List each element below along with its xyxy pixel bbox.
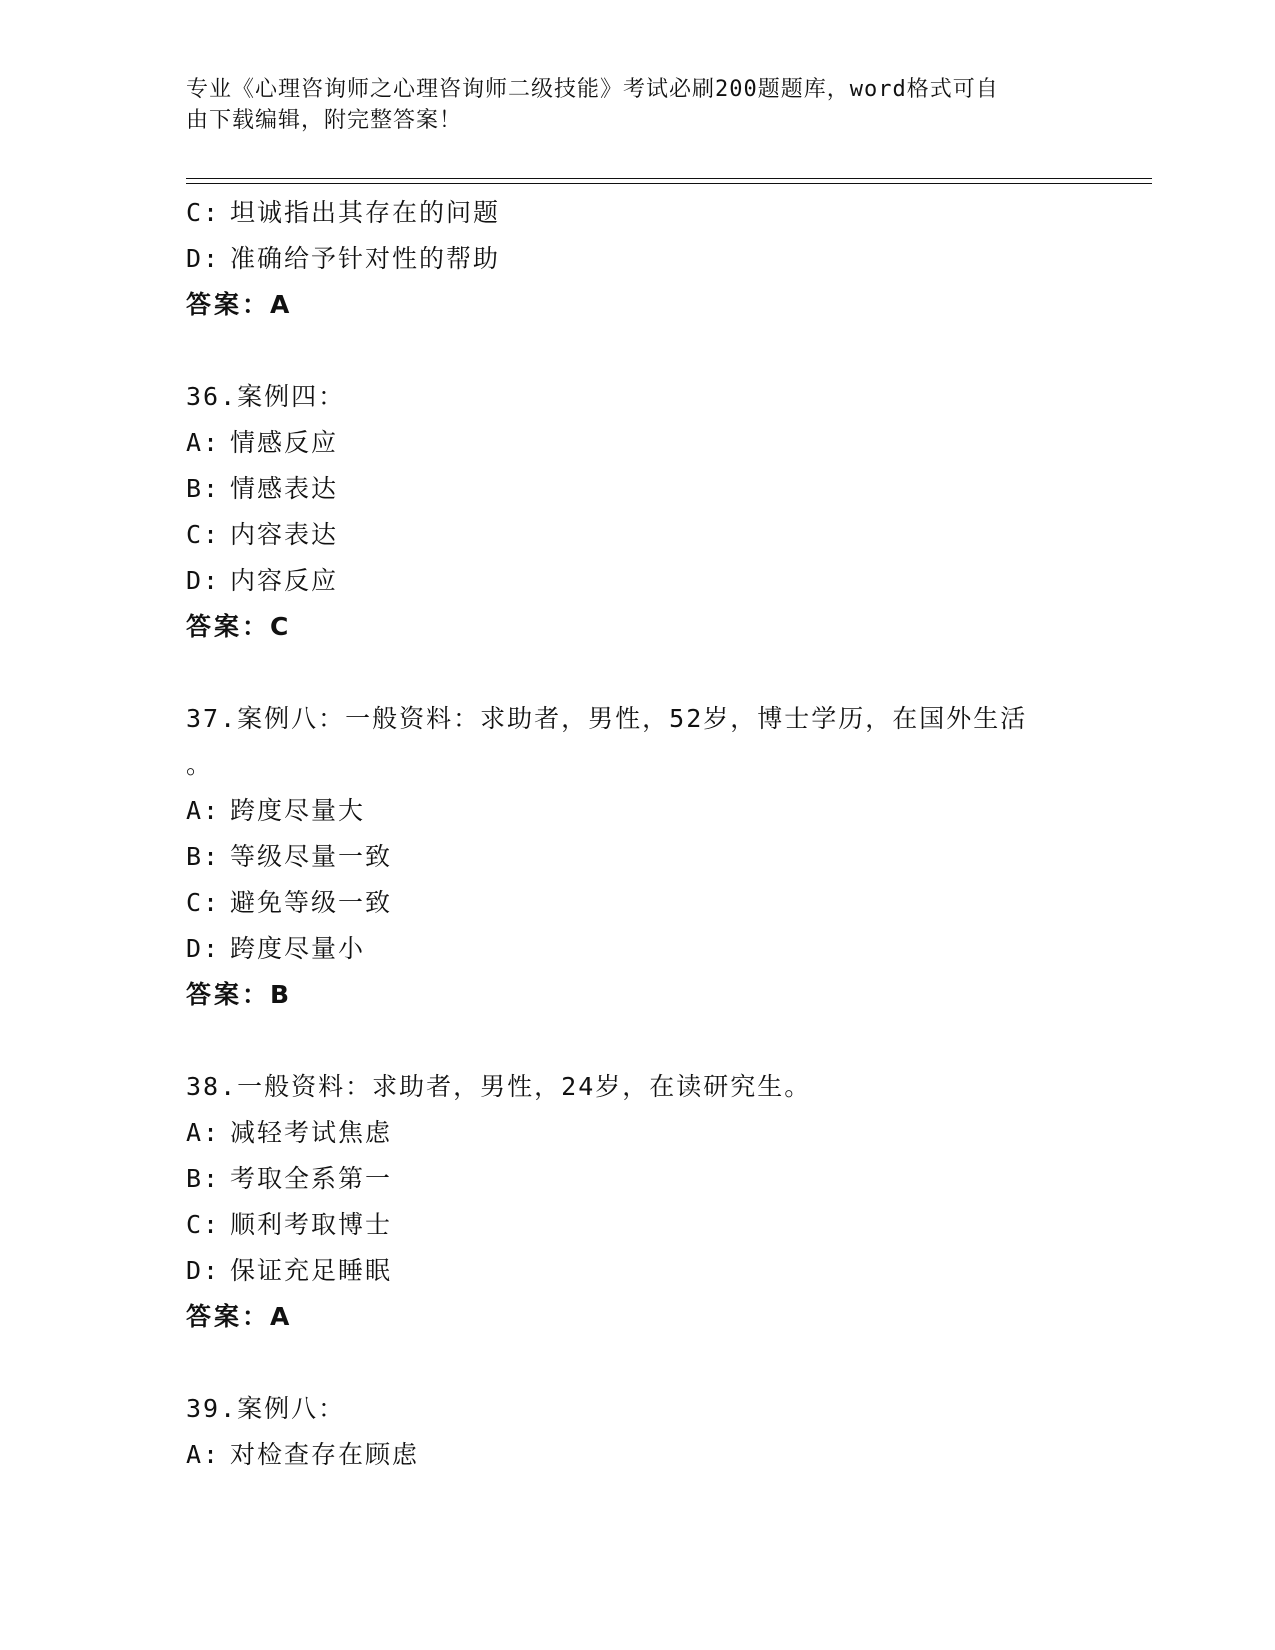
option-letter: B:: [186, 474, 221, 503]
option-letter: A:: [186, 1118, 221, 1147]
option-letter: C:: [186, 198, 221, 227]
option-text: 内容反应: [230, 566, 339, 595]
spacer: [186, 328, 1086, 374]
option-text: 坦诚指出其存在的问题: [230, 198, 501, 227]
option-letter: D:: [186, 566, 221, 595]
header-divider-top: [186, 178, 1152, 179]
answer-line: 答案：A: [186, 1302, 293, 1331]
document-header: [186, 74, 1066, 136]
answer-line: 答案：B: [186, 980, 293, 1009]
option-letter: D:: [186, 244, 221, 273]
option-letter: C:: [186, 520, 221, 549]
option-text: 等级尽量一致: [230, 842, 393, 871]
option-b: [186, 466, 1086, 512]
option-text: 情感反应: [230, 428, 339, 457]
spacer: [186, 1340, 1086, 1386]
answer-line: 答案：A: [186, 290, 293, 319]
option-b: [186, 1156, 1086, 1202]
option-d: [186, 236, 1086, 282]
option-d: [186, 558, 1086, 604]
option-text: 避免等级一致: [230, 888, 393, 917]
spacer: [186, 650, 1086, 696]
option-c: [186, 1202, 1086, 1248]
question-stem-38: 38.一般资料：求助者，男性，24岁，在读研究生。: [186, 1072, 812, 1101]
option-c: [186, 880, 1086, 926]
option-letter: A:: [186, 796, 221, 825]
header-divider-bottom: [186, 183, 1152, 184]
option-text: 情感表达: [230, 474, 339, 503]
option-text: 内容表达: [230, 520, 339, 549]
option-text: 跨度尽量大: [230, 796, 366, 825]
option-text: 考取全系第一: [230, 1164, 393, 1193]
option-b: [186, 834, 1086, 880]
option-c: [186, 190, 1086, 236]
option-text: 准确给予针对性的帮助: [230, 244, 501, 273]
question-stem-36: 36.案例四：: [186, 382, 346, 411]
option-a: [186, 420, 1086, 466]
option-letter: C:: [186, 1210, 221, 1239]
option-text: 顺利考取博士: [230, 1210, 393, 1239]
option-a: [186, 1110, 1086, 1156]
spacer: [186, 1018, 1086, 1064]
option-d: [186, 926, 1086, 972]
question-stem-continuation: 。: [186, 750, 214, 779]
option-a: [186, 1432, 1086, 1478]
option-a: [186, 788, 1086, 834]
option-c: [186, 512, 1086, 558]
header-line-2: 由下载编辑，附完整答案！: [186, 108, 463, 133]
option-letter: C:: [186, 888, 221, 917]
option-letter: D:: [186, 1256, 221, 1285]
option-text: 保证充足睡眠: [230, 1256, 393, 1285]
option-letter: A:: [186, 428, 221, 457]
option-letter: A:: [186, 1440, 221, 1469]
option-letter: D:: [186, 934, 221, 963]
answer-line: 答案：C: [186, 612, 292, 641]
option-letter: B:: [186, 1164, 221, 1193]
header-line-1: 专业《心理咨询师之心理咨询师二级技能》考试必刷200题题库，word格式可自: [186, 77, 999, 102]
option-letter: B:: [186, 842, 221, 871]
question-stem-37: 37.案例八：一般资料：求助者，男性，52岁，博士学历，在国外生活: [186, 704, 1028, 733]
option-text: 减轻考试焦虑: [230, 1118, 393, 1147]
option-text: 跨度尽量小: [230, 934, 366, 963]
question-stem-39: 39.案例八：: [186, 1394, 346, 1423]
option-d: [186, 1248, 1086, 1294]
option-text: 对检查存在顾虑: [230, 1440, 420, 1469]
question-list: [186, 190, 1086, 1478]
